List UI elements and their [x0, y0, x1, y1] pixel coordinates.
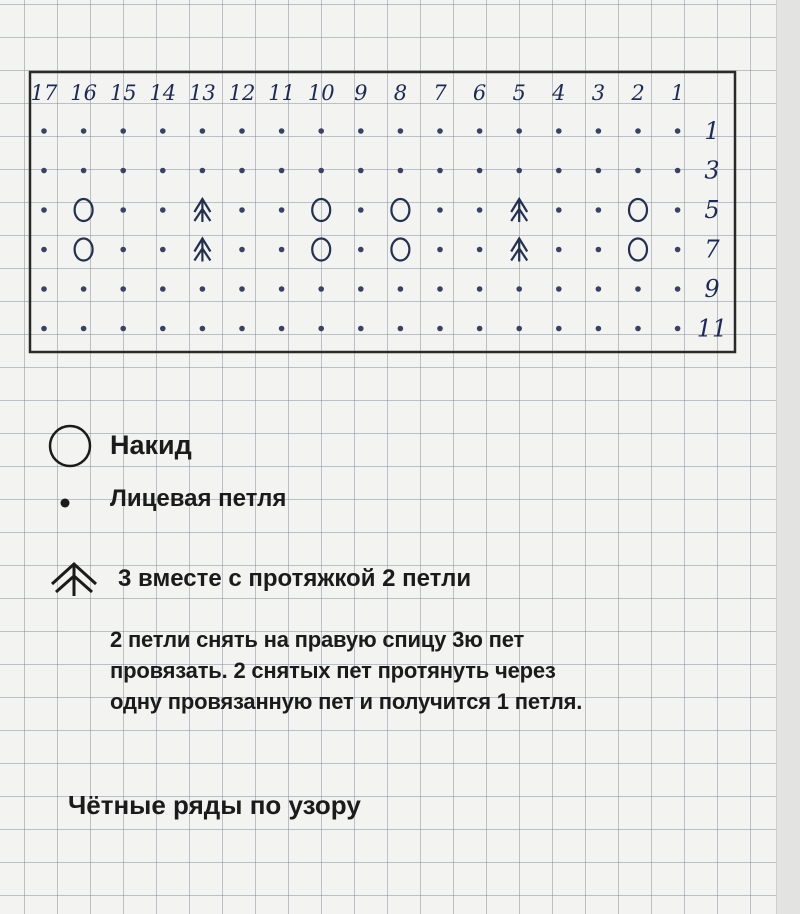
chart-cells	[41, 128, 680, 331]
knit-stitch-dot	[160, 326, 166, 332]
knit-stitch-dot	[596, 247, 602, 253]
column-numbers	[31, 81, 685, 105]
arrow-up-icon	[46, 558, 102, 598]
column-number: 17	[30, 81, 58, 105]
row-number: 1	[704, 117, 720, 145]
row-number: 5	[704, 196, 720, 224]
knit-stitch-dot	[398, 168, 404, 174]
knit-stitch-dot	[120, 207, 126, 213]
dot-icon	[58, 496, 72, 510]
knit-stitch-dot	[41, 286, 47, 292]
knit-stitch-dot	[120, 247, 126, 253]
row-number: 11	[696, 314, 728, 343]
column-number: 13	[189, 81, 216, 105]
decrease-arrow	[511, 239, 527, 262]
row-number: 3	[704, 156, 720, 185]
knit-stitch-dot	[160, 286, 166, 292]
knit-stitch-dot	[318, 286, 324, 292]
decrease-arrow	[194, 239, 210, 262]
knit-stitch-dot	[437, 326, 443, 332]
knit-stitch-dot	[41, 128, 47, 134]
yarn-over-circle	[75, 199, 93, 221]
circle-icon	[46, 422, 94, 470]
knit-stitch-dot	[477, 326, 483, 332]
knit-stitch-dot	[556, 326, 562, 332]
legend-label-yarn-over: Накид	[110, 430, 192, 460]
knit-stitch-dot	[81, 286, 87, 292]
row-number: 7	[704, 235, 720, 264]
column-number: 10	[307, 81, 335, 105]
knit-stitch-dot	[477, 207, 483, 213]
row-numbers	[697, 117, 728, 343]
knit-stitch-dot	[239, 168, 245, 174]
knit-stitch-dot	[279, 168, 285, 174]
legend-label-decrease: 3 вместе с протяжкой 2 петли	[118, 565, 472, 592]
knit-stitch-dot	[279, 326, 285, 332]
knit-stitch-dot	[516, 128, 522, 134]
knit-stitch-dot	[41, 326, 47, 332]
even-rows-note: Чётные ряды по узору	[68, 790, 361, 820]
knit-stitch-dot	[556, 247, 562, 253]
decrease-arrow	[194, 199, 210, 222]
instruction-line: одну провязанную пет и получится 1 петля.	[110, 689, 583, 714]
knit-stitch-dot	[358, 247, 364, 253]
knit-stitch-dot	[675, 286, 681, 292]
knit-stitch-dot	[200, 168, 206, 174]
column-number: 3	[591, 81, 606, 105]
yarn-over-circle	[75, 239, 93, 261]
knit-stitch-dot	[437, 168, 443, 174]
knit-stitch-dot	[279, 207, 285, 213]
knit-stitch-dot	[516, 286, 522, 292]
knit-stitch-dot	[160, 207, 166, 213]
knit-stitch-dot	[120, 128, 126, 134]
knit-stitch-dot	[675, 207, 681, 213]
column-number: 14	[149, 81, 177, 105]
yarn-over-circle	[312, 239, 330, 261]
knit-stitch-dot	[477, 168, 483, 174]
knit-stitch-dot	[239, 128, 245, 134]
knit-stitch-dot	[41, 168, 47, 174]
knit-stitch-dot	[279, 286, 285, 292]
knit-stitch-dot	[358, 286, 364, 292]
column-number: 7	[433, 81, 447, 105]
knit-stitch-dot	[279, 247, 285, 253]
knit-stitch-dot	[120, 168, 126, 174]
knit-stitch-dot	[358, 168, 364, 174]
instruction-line: 2 петли снять на правую спицу 3ю пет	[110, 627, 525, 652]
knit-stitch-dot	[596, 286, 602, 292]
knit-stitch-dot	[318, 168, 324, 174]
column-number: 5	[512, 81, 526, 105]
knit-stitch-dot	[318, 326, 324, 332]
knit-stitch-dot	[556, 286, 562, 292]
column-number: 6	[472, 81, 487, 105]
knit-stitch-dot	[398, 326, 404, 332]
knit-stitch-dot	[556, 207, 562, 213]
knit-stitch-dot	[477, 247, 483, 253]
column-number: 11	[268, 81, 295, 105]
knit-stitch-dot	[635, 286, 641, 292]
column-number: 9	[354, 81, 368, 105]
knit-stitch-dot	[239, 326, 245, 332]
knit-stitch-dot	[596, 207, 602, 213]
yarn-over-circle	[312, 199, 330, 221]
knit-stitch-dot	[635, 326, 641, 332]
knit-stitch-dot	[41, 207, 47, 213]
knit-stitch-dot	[596, 128, 602, 134]
knit-stitch-dot	[477, 128, 483, 134]
column-number: 1	[670, 81, 685, 105]
knit-stitch-dot	[437, 286, 443, 292]
decrease-instructions	[110, 624, 730, 717]
row-number: 9	[704, 275, 720, 303]
knit-stitch-dot	[200, 326, 206, 332]
knit-stitch-dot	[239, 286, 245, 292]
knit-stitch-dot	[477, 286, 483, 292]
knit-stitch-dot	[358, 207, 364, 213]
knit-stitch-dot	[318, 128, 324, 134]
knit-stitch-dot	[635, 128, 641, 134]
column-number: 15	[109, 81, 137, 105]
knit-stitch-dot	[398, 286, 404, 292]
knit-stitch-dot	[556, 128, 562, 134]
knit-stitch-dot	[596, 168, 602, 174]
knit-stitch-dot	[675, 128, 681, 134]
knit-stitch-dot	[160, 247, 166, 253]
knit-stitch-dot	[556, 168, 562, 174]
knit-stitch-dot	[675, 247, 681, 253]
instruction-line: провязать. 2 снятых пет протянуть через	[110, 658, 556, 683]
knit-stitch-dot	[160, 128, 166, 134]
column-number: 12	[228, 81, 256, 105]
knit-stitch-dot	[81, 326, 87, 332]
column-number: 8	[393, 81, 408, 105]
yarn-over-circle	[629, 199, 647, 221]
knit-stitch-dot	[398, 128, 404, 134]
knit-stitch-dot	[516, 168, 522, 174]
knit-stitch-dot	[675, 326, 681, 332]
knit-stitch-dot	[358, 128, 364, 134]
column-number: 2	[631, 81, 645, 105]
knit-stitch-dot	[279, 128, 285, 134]
knit-stitch-dot	[160, 168, 166, 174]
knit-stitch-dot	[41, 247, 47, 253]
decrease-arrow	[511, 199, 527, 222]
knit-stitch-dot	[200, 286, 206, 292]
knit-stitch-dot	[675, 168, 681, 174]
knit-stitch-dot	[358, 326, 364, 332]
knit-stitch-dot	[596, 326, 602, 332]
knit-stitch-dot	[120, 326, 126, 332]
column-number: 4	[552, 81, 566, 105]
knit-stitch-dot	[516, 326, 522, 332]
knit-stitch-dot	[81, 128, 87, 134]
knit-stitch-dot	[120, 286, 126, 292]
yarn-over-circle	[629, 239, 647, 261]
knit-stitch-dot	[437, 207, 443, 213]
knit-stitch-dot	[239, 207, 245, 213]
legend-label-knit: Лицевая петля	[110, 485, 287, 512]
knit-stitch-dot	[200, 128, 206, 134]
yarn-over-circle	[391, 199, 409, 221]
yarn-over-circle	[391, 239, 409, 261]
knit-stitch-dot	[437, 247, 443, 253]
knit-stitch-dot	[437, 128, 443, 134]
column-number: 16	[70, 81, 97, 105]
knit-stitch-dot	[635, 168, 641, 174]
knit-stitch-dot	[81, 168, 87, 174]
knit-stitch-dot	[239, 247, 245, 253]
